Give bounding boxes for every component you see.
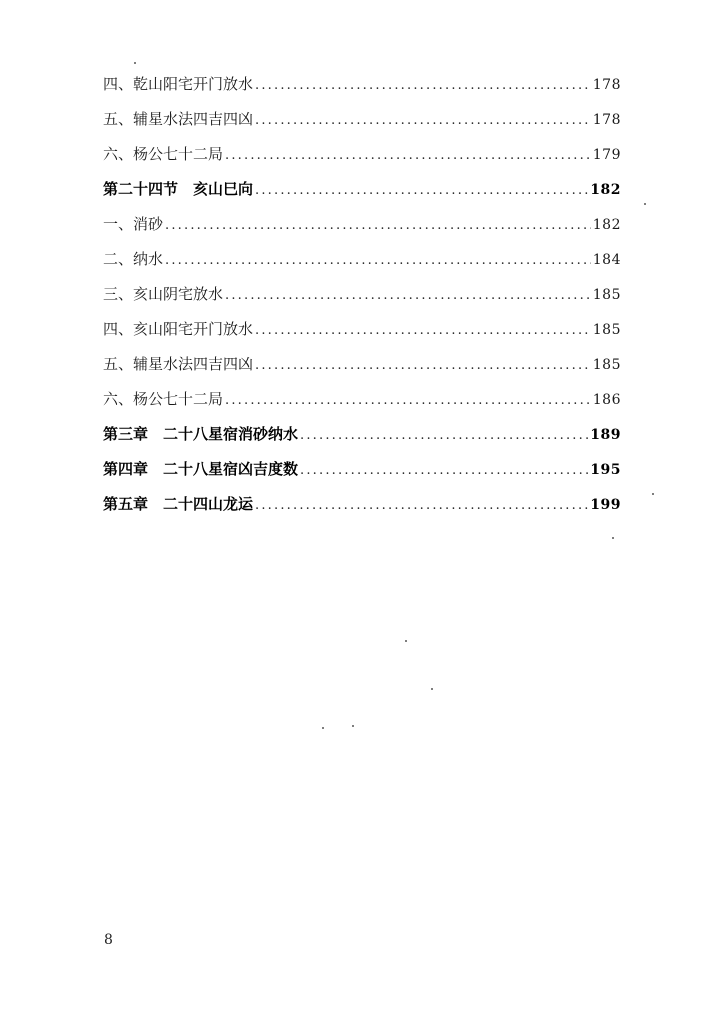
toc-entry <box>103 388 621 423</box>
toc-leader-dots <box>225 148 591 163</box>
toc-leader-dots <box>255 113 591 128</box>
toc-entry-page: 186 <box>592 392 621 408</box>
toc-entry-page: 185 <box>592 322 621 338</box>
toc-leader-dots <box>255 78 591 93</box>
toc-entry <box>103 108 621 143</box>
toc-entry-label: 五、辅星水法四吉四凶 <box>103 355 254 373</box>
toc-entry-label: 第四章 二十八星宿凶吉度数 <box>103 460 299 478</box>
toc-entry-page: 185 <box>592 287 621 303</box>
toc-entry-label: 六、杨公七十二局 <box>103 390 224 408</box>
toc-entry-label: 四、乾山阳宅开门放水 <box>103 75 254 93</box>
toc-chapter-heading <box>103 458 621 493</box>
toc-leader-dots <box>225 288 591 303</box>
toc-leader-dots <box>165 253 591 268</box>
toc-entry <box>103 213 621 248</box>
toc-entry-page: 179 <box>592 147 621 163</box>
toc-leader-dots <box>255 358 591 373</box>
toc-leader-dots <box>255 183 588 198</box>
toc-leader-dots <box>225 393 591 408</box>
toc-entry-label: 第五章 二十四山龙运 <box>103 495 254 513</box>
scan-speck <box>652 493 654 495</box>
toc-entry <box>103 248 621 283</box>
toc-leader-dots <box>165 218 591 233</box>
toc-entry-label: 一、消砂 <box>103 215 164 233</box>
scan-speck <box>134 62 136 64</box>
toc-entry-label: 二、纳水 <box>103 250 164 268</box>
toc-entry <box>103 353 621 388</box>
toc-entry-label: 三、亥山阴宅放水 <box>103 285 224 303</box>
scan-speck <box>352 725 354 727</box>
toc-leader-dots <box>300 428 588 443</box>
scan-speck <box>431 688 433 690</box>
scan-speck <box>405 640 407 642</box>
scan-speck <box>612 537 614 539</box>
toc-chapter-heading <box>103 423 621 458</box>
toc-entry-page: 184 <box>592 252 621 268</box>
toc-entry-page: 185 <box>592 357 621 373</box>
scan-speck <box>644 203 646 205</box>
toc-entry <box>103 143 621 178</box>
toc-entry-label: 五、辅星水法四吉四凶 <box>103 110 254 128</box>
toc-entry-page: 182 <box>592 217 621 233</box>
page-number: 8 <box>104 932 113 948</box>
toc-entry <box>103 73 621 108</box>
toc-entry-page: 178 <box>592 112 621 128</box>
toc-entry-label: 第二十四节 亥山巳向 <box>103 180 254 198</box>
scan-speck <box>322 727 324 729</box>
toc-entry-page: 189 <box>590 427 621 443</box>
toc-entry-page: 178 <box>592 77 621 93</box>
toc-leader-dots <box>300 463 588 478</box>
table-of-contents <box>103 73 621 528</box>
toc-entry-label: 第三章 二十八星宿消砂纳水 <box>103 425 299 443</box>
toc-section-heading <box>103 178 621 213</box>
toc-leader-dots <box>255 498 588 513</box>
toc-entry-label: 六、杨公七十二局 <box>103 145 224 163</box>
toc-entry-page: 182 <box>590 182 621 198</box>
toc-entry-label: 四、亥山阳宅开门放水 <box>103 320 254 338</box>
toc-entry <box>103 318 621 353</box>
toc-chapter-heading <box>103 493 621 528</box>
toc-entry <box>103 283 621 318</box>
toc-entry-page: 199 <box>590 497 621 513</box>
toc-leader-dots <box>255 323 591 338</box>
toc-entry-page: 195 <box>590 462 621 478</box>
